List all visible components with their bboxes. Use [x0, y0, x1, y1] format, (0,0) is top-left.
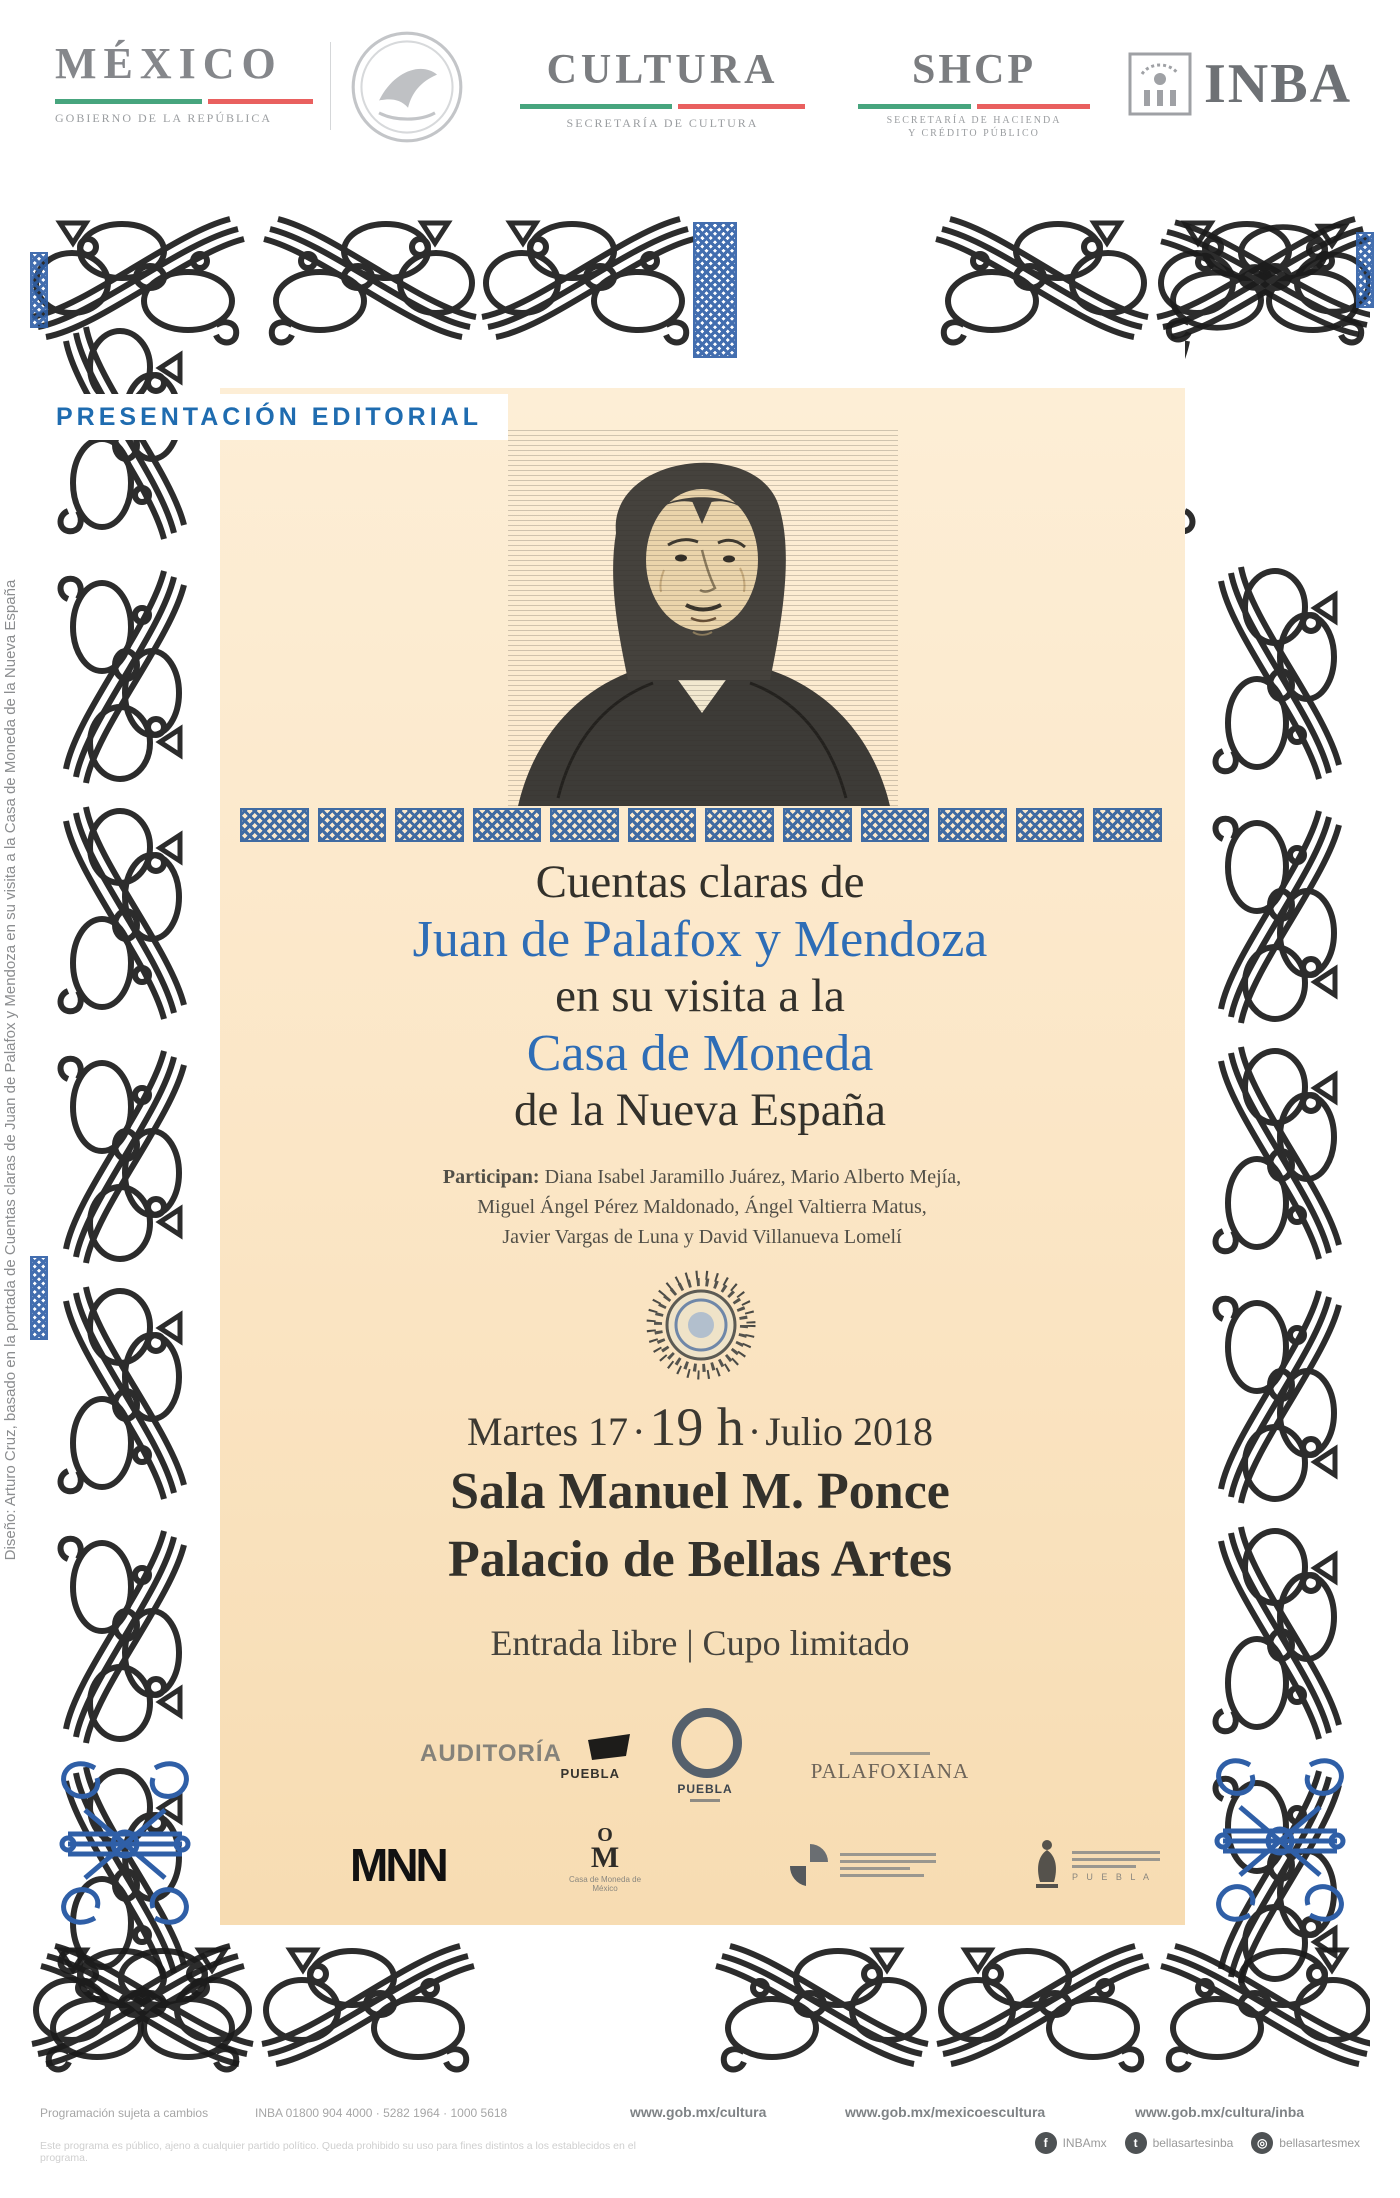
logo-auditoria-puebla: [420, 1740, 620, 1781]
logo-palafoxiana: [790, 1752, 990, 1784]
shcp-wordmark: SHCP: [911, 47, 1036, 93]
participants-label: Participan:: [442, 1166, 540, 1188]
eagle-seal-icon: [348, 28, 466, 146]
twitter-handle: bellasartesinba: [1152, 2136, 1234, 2150]
moneda-m: M: [590, 1841, 620, 1874]
title-line-5: de la Nueva España: [514, 1084, 886, 1136]
auditoria-wordmark: AUDITORÍA: [420, 1740, 562, 1767]
angel-figure-icon: [1032, 1838, 1062, 1890]
logo-puebla-ayuntamiento: [672, 1708, 738, 1805]
blue-checker-ornament-top: [693, 222, 737, 358]
footer-disclaimer: Este programa es público, ajeno a cualquier partido político. Queda prohibido su uso para fines distintos a los establecidos en el programa.: [40, 2140, 636, 2164]
category-banner: [30, 394, 508, 440]
social-twitter[interactable]: [1125, 2132, 1234, 2154]
footer-schedule-note: Programación sujeta a cambios: [40, 2106, 209, 2120]
mexico-subtitle: GOBIERNO DE LA REPÚBLICA: [55, 111, 273, 125]
logo-mexico: [55, 38, 313, 126]
participants-block: [322, 1162, 1082, 1252]
shcp-subtitle-2: Y CRÉDITO PÚBLICO: [908, 128, 1040, 139]
social-facebook[interactable]: [1035, 2132, 1107, 2154]
admission-note: Entrada libre | Cupo limitado: [490, 1623, 910, 1663]
instagram-icon[interactable]: ◎: [1251, 2132, 1273, 2154]
imacp-puebla-letters: P U E B L A: [1072, 1871, 1153, 1882]
logo-gobierno-puebla: [788, 1842, 936, 1888]
title-block: [215, 854, 1185, 1139]
title-line-2: Juan de Palafox y Mendoza: [412, 911, 988, 968]
venue-hall: Sala Manuel M. Ponce: [450, 1463, 950, 1520]
blue-checker-edge-right-top: [1356, 232, 1374, 308]
cultura-tricolor-bar: [520, 104, 805, 109]
event-day: Martes 17: [466, 1409, 629, 1454]
cultura-wordmark: CULTURA: [546, 47, 779, 93]
pie-emblem-icon: [788, 1842, 830, 1888]
category-label: PRESENTACIÓN EDITORIAL: [56, 403, 482, 431]
participants-line-1: Participan: Diana Isabel Jaramillo Juárez, Mario Alberto Mejía,: [442, 1166, 962, 1188]
footer-url-inba[interactable]: www.gob.mx/cultura/inba: [1135, 2104, 1305, 2120]
shcp-subtitle-1: SECRETARÍA DE HACIENDA: [886, 115, 1062, 126]
facebook-icon[interactable]: f: [1035, 2132, 1057, 2154]
bellas-artes-building-icon: [1128, 52, 1192, 116]
header-divider: [330, 42, 331, 130]
event-date-line: [215, 1396, 1185, 1458]
event-time: 19 h: [649, 1397, 744, 1457]
logo-inba: [1128, 52, 1352, 116]
event-month: Julio 2018: [765, 1409, 934, 1454]
social-instagram[interactable]: [1251, 2132, 1360, 2154]
palafoxiana-wordmark: PALAFOXIANA: [810, 1759, 970, 1783]
puebla-ring-icon: [672, 1708, 742, 1778]
footer-social-row: [1035, 2132, 1360, 2154]
ornate-seal-icon: [642, 1266, 760, 1384]
facebook-handle: INBAmx: [1062, 2136, 1107, 2150]
inba-wordmark: INBA: [1204, 53, 1353, 115]
border-ornament-bottom: [30, 1932, 1370, 2082]
shcp-tricolor-bar: [858, 104, 1090, 109]
dot-separator-1: ·: [632, 1409, 646, 1454]
moneda-caption: Casa de Moneda de México: [568, 1875, 642, 1893]
puebla-circle-label: PUEBLA: [677, 1782, 733, 1796]
blue-knot-ornament-right: [1205, 1745, 1355, 1935]
blue-checker-edge-left-bottom: [30, 1256, 48, 1340]
title-line-1: Cuentas claras de: [535, 856, 865, 908]
participants-line-2: Miguel Ángel Pérez Maldonado, Ángel Valtierra Matus,: [477, 1196, 927, 1218]
twitter-icon[interactable]: t: [1125, 2132, 1147, 2154]
blue-knot-ornament-left: [50, 1748, 200, 1938]
logo-mnn: MNN: [350, 1839, 446, 1891]
auditoria-flag-icon: [586, 1732, 634, 1762]
moneda-o: O: [597, 1824, 613, 1846]
logo-shcp: [858, 46, 1090, 139]
instagram-handle: bellasartesmex: [1279, 2136, 1360, 2150]
auditoria-puebla-label: PUEBLA: [560, 1766, 620, 1781]
blue-woven-band: [240, 808, 1162, 842]
palafox-portrait: [478, 408, 926, 806]
venue-building: Palacio de Bellas Artes: [447, 1531, 953, 1588]
cultura-subtitle: SECRETARÍA DE CULTURA: [566, 116, 759, 130]
dot-separator-2: ·: [747, 1409, 762, 1454]
mexico-tricolor-bar: [55, 99, 313, 104]
imacp-text-lines: [1072, 1847, 1160, 1882]
footer-phones: INBA 01800 904 4000 · 5282 1964 · 1000 5618: [255, 2106, 508, 2120]
footer-url-cultura[interactable]: www.gob.mx/cultura: [630, 2104, 767, 2120]
logo-imacp: [1032, 1838, 1160, 1890]
blue-checker-edge-left-top: [30, 252, 48, 328]
title-line-3: en su visita a la: [555, 970, 845, 1022]
mexico-wordmark: MÉXICO: [55, 39, 283, 88]
logo-cultura: [520, 46, 805, 131]
gobierno-text-lines: [840, 1849, 936, 1881]
design-credit: Diseño: Arturo Cruz, basado en la portada de Cuentas claras de Juan de Palafox y Mendoza en su visita a la Casa de Moneda de la Nueva España: [2, 579, 19, 1561]
title-line-4: Casa de Moneda: [526, 1025, 874, 1082]
logo-casa-de-moneda: [565, 1826, 645, 1893]
participants-line-3: Javier Vargas de Luna y David Villanueva Lomelí: [502, 1226, 902, 1248]
footer-url-mexicoescultura[interactable]: www.gob.mx/mexicoescultura: [845, 2104, 1046, 2120]
